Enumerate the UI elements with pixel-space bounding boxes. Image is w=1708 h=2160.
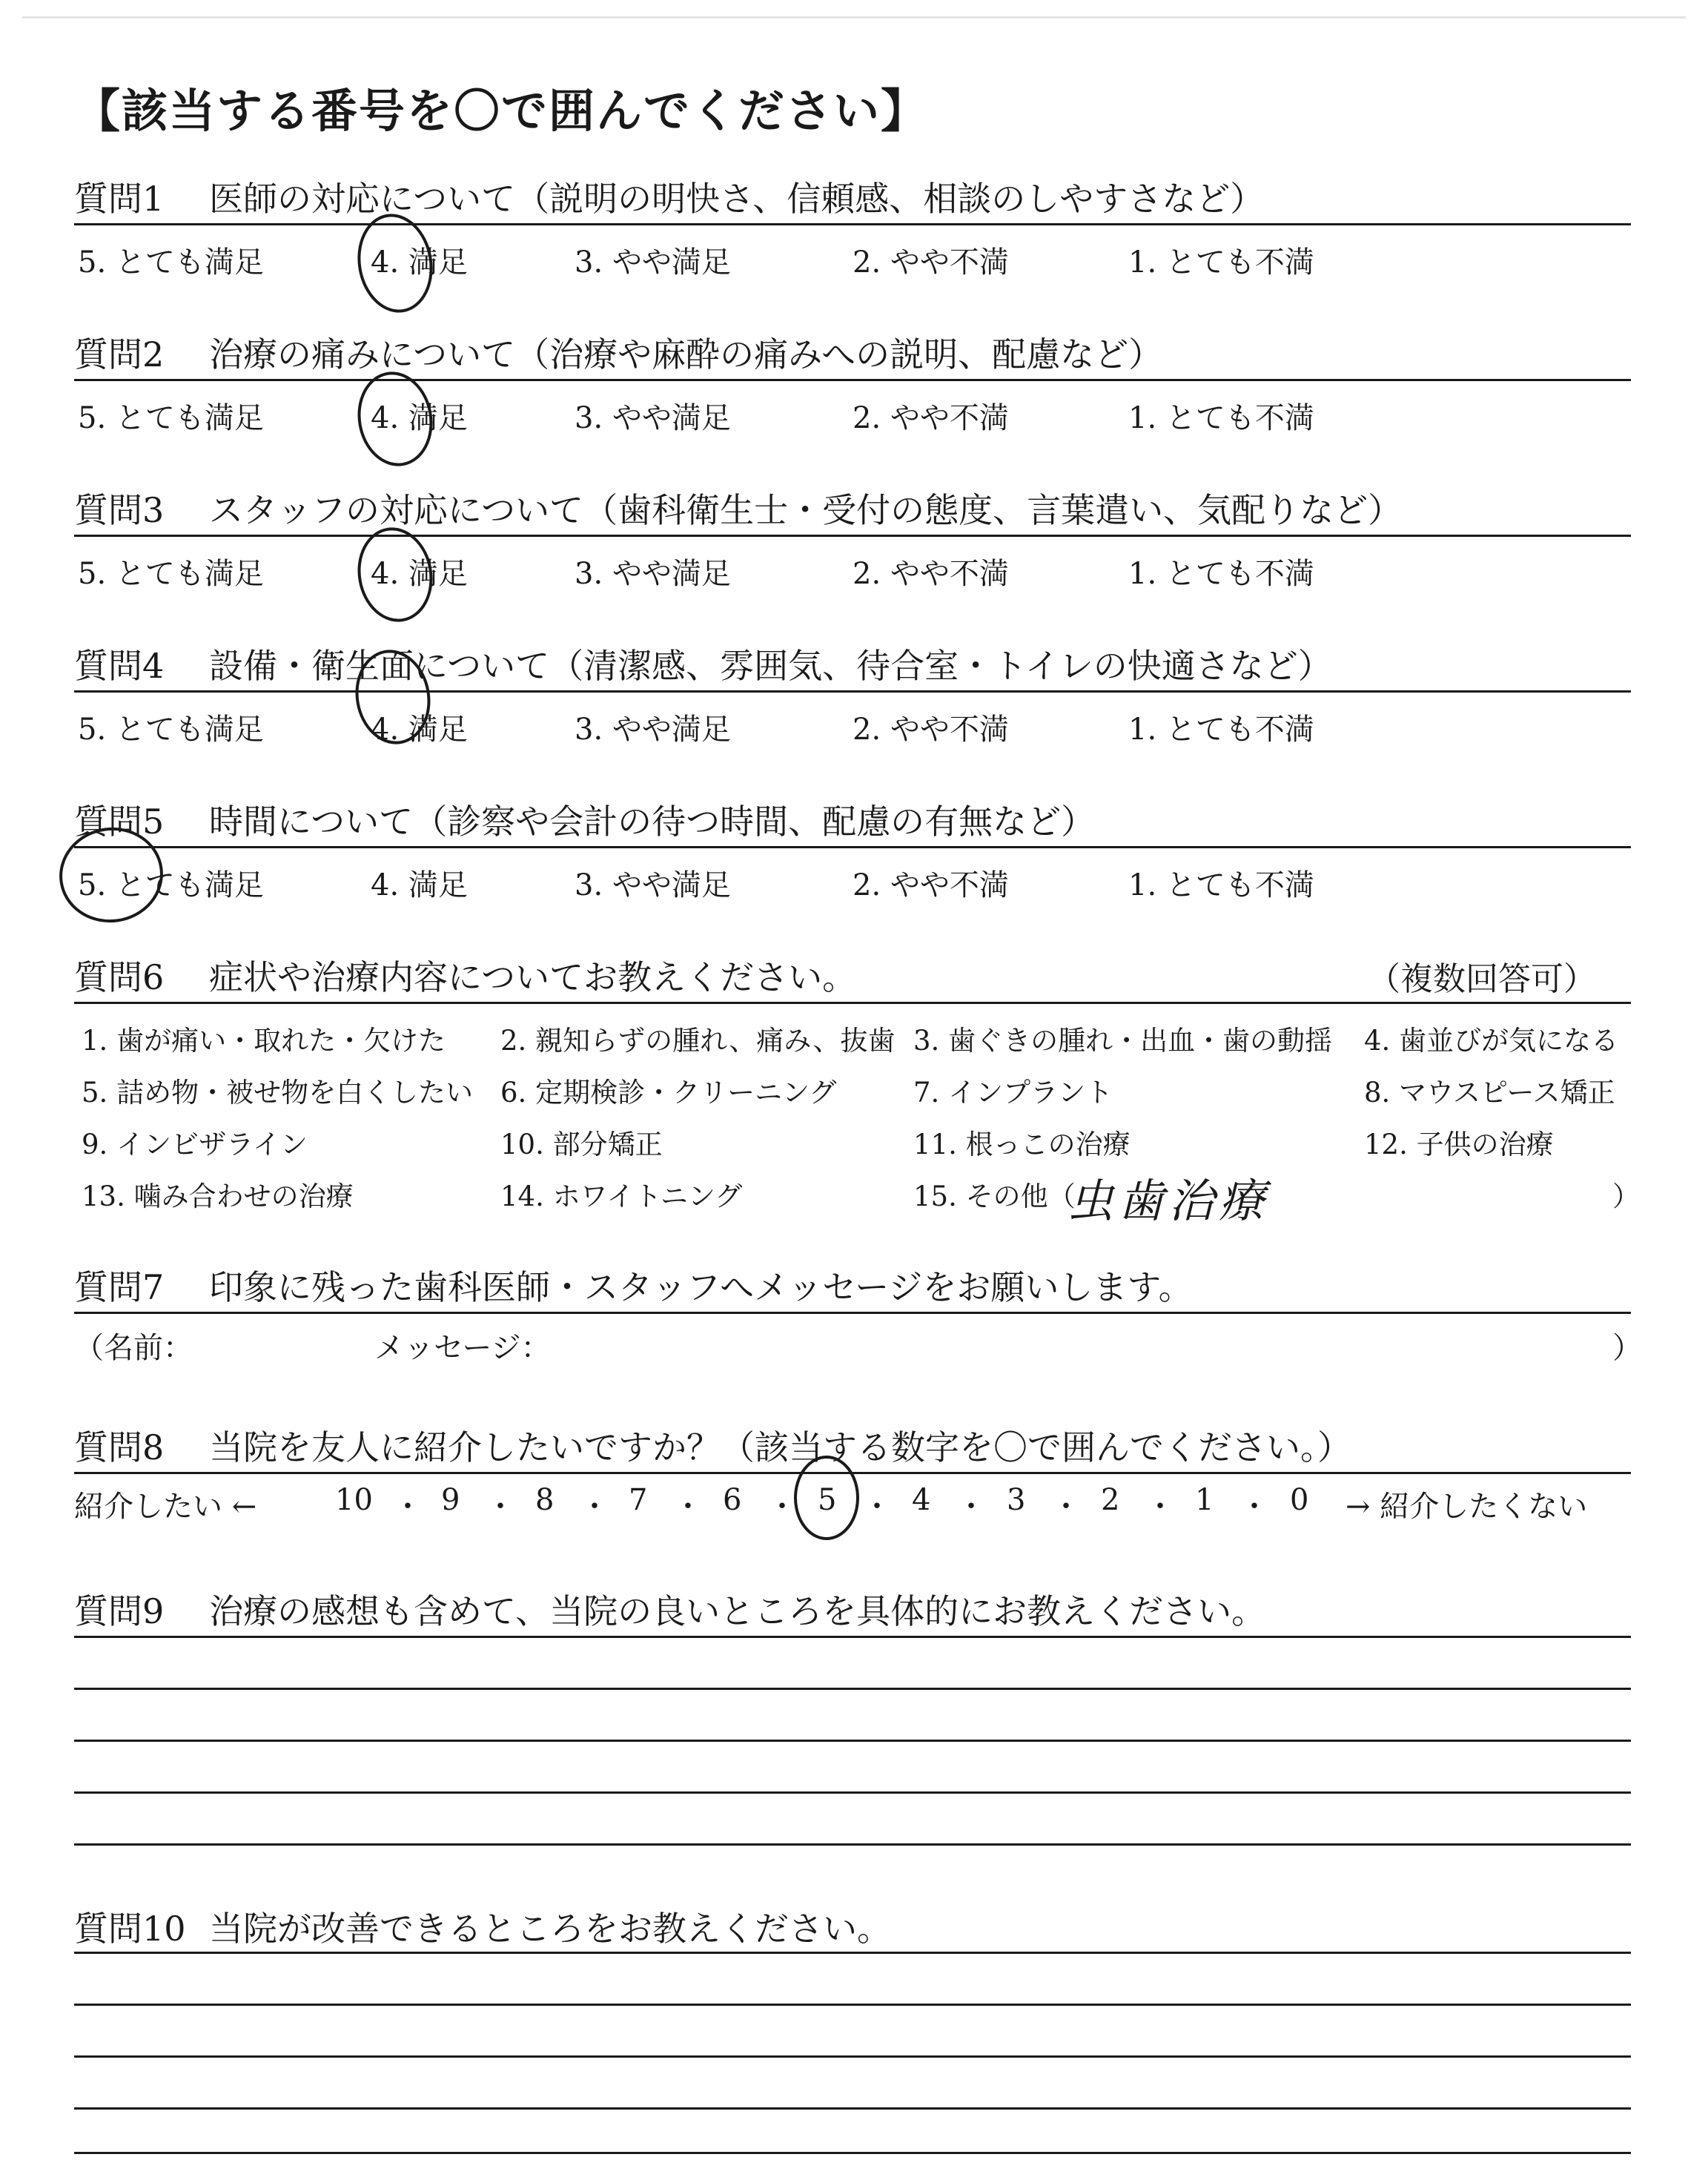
question-number: 質問7 (74, 1267, 165, 1307)
question-5-heading (74, 795, 1095, 844)
scale-separator: ・ (1051, 1490, 1081, 1524)
scale-separator: ・ (580, 1490, 609, 1524)
question-text: 医師の対応について（説明の明快さ、信頼感、相談のしやすさなど） (209, 179, 1265, 219)
q6-item-9[interactable]: 9. インビザライン (82, 1129, 308, 1160)
q6-item-14[interactable]: 14. ホワイトニング (500, 1180, 743, 1212)
divider (74, 535, 1631, 537)
question-number: 質問10 (74, 1909, 186, 1949)
question-1-heading (74, 172, 1264, 221)
q5-option-2[interactable]: 2. やや不満 (853, 868, 1009, 902)
q2-option-5[interactable]: 5. とても満足 (78, 401, 264, 435)
answer-line[interactable] (74, 1636, 1631, 1638)
q3-option-2[interactable]: 2. やや不満 (853, 557, 1009, 591)
q6-item-5[interactable]: 5. 詰め物・被せ物を白くしたい (82, 1077, 474, 1109)
q5-option-5[interactable]: 5. とても満足 (78, 868, 264, 902)
question-number: 質問3 (74, 490, 165, 530)
q2-option-2[interactable]: 2. やや不満 (853, 401, 1009, 435)
scale-1[interactable]: 1 (1195, 1483, 1214, 1517)
question-4-heading (74, 639, 1332, 688)
question-text: 当院を友人に紹介したいですか？（該当する数字を〇で囲んでください。） (209, 1427, 1351, 1467)
q4-option-1[interactable]: 1. とても不満 (1128, 713, 1314, 747)
q6-item-4[interactable]: 4. 歯並びが気になる (1364, 1025, 1619, 1057)
divider (74, 1312, 1631, 1314)
q4-option-5[interactable]: 5. とても満足 (78, 713, 264, 747)
answer-line[interactable] (74, 2004, 1631, 2006)
q1-option-5[interactable]: 5. とても満足 (78, 245, 264, 280)
question-text: 印象に残った歯科医師・スタッフへメッセージをお願いします。 (209, 1267, 1193, 1307)
answer-line[interactable] (74, 1688, 1631, 1690)
scale-separator: ・ (1145, 1490, 1175, 1524)
q5-option-4[interactable]: 4. 満足 (371, 868, 468, 902)
question-8-heading (74, 1421, 1351, 1470)
q3-option-1[interactable]: 1. とても不満 (1128, 557, 1314, 591)
scan-edge (22, 16, 1686, 19)
q1-option-4[interactable]: 4. 満足 (371, 245, 468, 280)
q4-option-3[interactable]: 3. やや満足 (575, 713, 731, 747)
q4-option-4[interactable]: 4. 満足 (371, 713, 468, 747)
q1-option-3[interactable]: 3. やや満足 (575, 245, 731, 280)
q6-item-2[interactable]: 2. 親知らずの腫れ、痛み、抜歯 (500, 1025, 896, 1057)
scale-6[interactable]: 6 (723, 1483, 742, 1517)
q3-option-5[interactable]: 5. とても満足 (78, 557, 264, 591)
answer-line[interactable] (74, 2152, 1631, 2154)
multiple-answers-note: （複数回答可） (1368, 960, 1596, 998)
divider (74, 223, 1631, 225)
scale-separator: ・ (767, 1490, 797, 1524)
q6-item-11[interactable]: 11. 根っこの治療 (913, 1129, 1131, 1160)
q6-item-8[interactable]: 8. マウスピース矯正 (1364, 1077, 1615, 1109)
scale-separator: ・ (486, 1490, 515, 1524)
q5-option-3[interactable]: 3. やや満足 (575, 868, 731, 902)
divider (74, 846, 1631, 848)
q6-item-15[interactable]: 15. その他（ (913, 1180, 1076, 1212)
question-9-heading (74, 1585, 1265, 1634)
name-field-label[interactable]: （名前： (74, 1331, 193, 1365)
page-title: 【該当する番号を〇で囲んでください】 (74, 84, 929, 138)
q6-item-10[interactable]: 10. 部分矯正 (500, 1129, 663, 1160)
q1-option-1[interactable]: 1. とても不満 (1128, 245, 1314, 280)
question-2-heading (74, 328, 1162, 377)
question-text: 治療の痛みについて（治療や麻酔の痛みへの説明、配慮など） (209, 334, 1163, 374)
question-text: 当院が改善できるところをお教えください。 (209, 1909, 891, 1949)
q6-item-3[interactable]: 3. 歯ぐきの腫れ・出血・歯の動揺 (913, 1025, 1333, 1057)
question-text: スタッフの対応について（歯科衛生士・受付の態度、言葉遣い、気配りなど） (209, 490, 1403, 530)
question-number: 質問2 (74, 334, 165, 374)
question-3-heading (74, 483, 1402, 532)
q6-item-12[interactable]: 12. 子供の治療 (1364, 1129, 1554, 1160)
question-number: 質問4 (74, 646, 165, 686)
q6-item-6[interactable]: 6. 定期検診・クリーニング (500, 1077, 837, 1109)
question-number: 質問6 (74, 957, 165, 997)
answer-line[interactable] (74, 2055, 1631, 2058)
divider (74, 690, 1631, 693)
scale-8[interactable]: 8 (535, 1483, 555, 1517)
question-text: 治療の感想も含めて、当院の良いところを具体的にお教えください。 (209, 1591, 1266, 1631)
scale-separator: ・ (956, 1490, 986, 1524)
answer-line[interactable] (74, 2107, 1631, 2110)
scale-9[interactable]: 9 (441, 1483, 460, 1517)
question-text: 症状や治療内容についてお教えください。 (209, 957, 857, 997)
question-10-heading (74, 1902, 891, 1951)
question-number: 質問8 (74, 1427, 165, 1467)
q4-option-2[interactable]: 2. やや不満 (853, 713, 1009, 747)
q2-option-1[interactable]: 1. とても不満 (1128, 401, 1314, 435)
q5-option-1[interactable]: 1. とても不満 (1128, 868, 1314, 902)
q3-option-3[interactable]: 3. やや満足 (575, 557, 731, 591)
scale-3[interactable]: 3 (1007, 1483, 1026, 1517)
scale-separator: ・ (1239, 1490, 1269, 1524)
divider (74, 1002, 1631, 1004)
question-number: 質問1 (74, 179, 165, 219)
divider (74, 1472, 1631, 1474)
scale-separator: ・ (673, 1490, 703, 1524)
answer-line[interactable] (74, 1740, 1631, 1742)
scale-separator: ・ (862, 1490, 892, 1524)
answer-line[interactable] (74, 1791, 1631, 1794)
question-text: 設備・衛生面について（清潔感、雰囲気、待合室・トイレの快適さなど） (209, 646, 1332, 686)
scale-7[interactable]: 7 (629, 1483, 648, 1517)
recommend-left-label: 紹介したい ← (74, 1490, 257, 1524)
q2-option-4[interactable]: 4. 満足 (371, 401, 468, 435)
q3-option-4[interactable]: 4. 満足 (371, 557, 468, 591)
question-7-heading (74, 1261, 1193, 1309)
question-6-heading (74, 951, 856, 1000)
q6-other-close-paren: ） (1612, 1180, 1640, 1212)
scale-separator: ・ (393, 1490, 423, 1524)
q6-item-1[interactable]: 1. 歯が痛い・取れた・欠けた (82, 1025, 446, 1057)
message-field-label[interactable]: メッセージ： (374, 1331, 551, 1365)
scale-5[interactable]: 5 (818, 1483, 837, 1517)
question-number: 質問9 (74, 1591, 165, 1631)
question-text: 時間について（診察や会計の待つ時間、配慮の有無など） (209, 802, 1096, 842)
scale-0[interactable]: 0 (1290, 1483, 1309, 1517)
message-close-paren: ） (1612, 1331, 1642, 1365)
q6-item-7[interactable]: 7. インプラント (913, 1077, 1113, 1109)
scale-2[interactable]: 2 (1101, 1483, 1120, 1517)
scale-4[interactable]: 4 (912, 1483, 931, 1517)
divider (74, 379, 1631, 381)
q2-option-3[interactable]: 3. やや満足 (575, 401, 731, 435)
q1-option-2[interactable]: 2. やや不満 (853, 245, 1009, 280)
answer-line[interactable] (74, 1952, 1631, 1954)
scale-10[interactable]: 10 (335, 1483, 373, 1517)
recommend-right-label: → 紹介したくない (1345, 1490, 1588, 1524)
answer-line[interactable] (74, 1843, 1631, 1846)
q6-item-13[interactable]: 13. 噛み合わせの治療 (82, 1180, 354, 1212)
q6-other-handwritten-answer[interactable]: 虫歯治療 (1068, 1174, 1270, 1228)
question-number: 質問5 (74, 802, 165, 842)
